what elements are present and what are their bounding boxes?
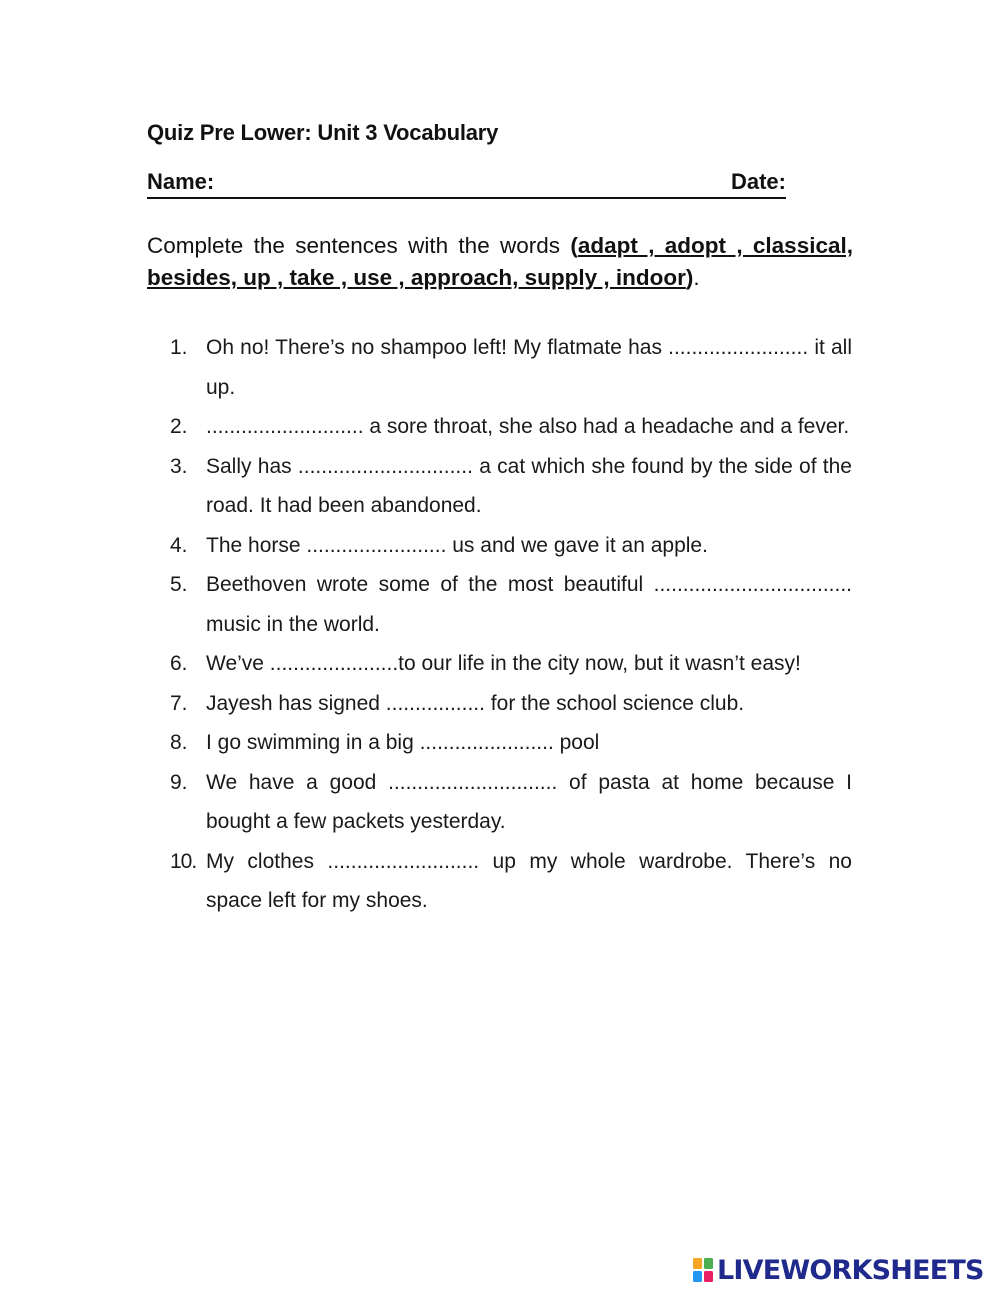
- question-text: ........................... a sore throat, she also had a headache and a fever.: [206, 415, 850, 438]
- question-number: 4.: [170, 533, 188, 557]
- question-number: 3.: [170, 454, 188, 478]
- question-item: [170, 526, 852, 566]
- question-list: [170, 328, 852, 921]
- question-item: [170, 723, 852, 763]
- liveworksheets-logo-text: LIVEWORKSHEETS: [717, 1254, 984, 1286]
- question-item: [170, 842, 852, 921]
- question-number: 1.: [170, 336, 188, 359]
- question-number: 2.: [170, 415, 188, 438]
- question-text: Sally has .............................. a cat which she found by the side of the road. It had been abandoned.: [206, 454, 852, 517]
- question-item: [170, 407, 852, 447]
- question-text: We have a good ............................. of pasta at home because I bought a few packets yesterday.: [206, 770, 852, 833]
- question-item: [170, 644, 852, 684]
- question-number: 5.: [170, 573, 188, 596]
- page-title: Quiz Pre Lower: Unit 3 Vocabulary: [147, 120, 499, 145]
- question-item: [170, 447, 852, 526]
- name-date-line: [147, 169, 786, 199]
- question-text: We’ve ......................to our life in the city now, but it wasn’t easy!: [206, 652, 801, 675]
- question-number: 10.: [170, 849, 197, 873]
- instruction-suffix: .: [693, 265, 700, 290]
- question-text: My clothes .......................... up my whole wardrobe. There’s no space left for my shoes.: [206, 849, 852, 912]
- question-number: 7.: [170, 691, 188, 715]
- question-text: I go swimming in a big ....................... pool: [206, 731, 600, 754]
- question-text: Jayesh has signed ................. for the school science club.: [206, 691, 745, 715]
- word-bank-close: ): [685, 265, 694, 290]
- question-text: The horse ........................ us and we gave it an apple.: [206, 533, 708, 557]
- question-item: [170, 763, 852, 842]
- question-number: 6.: [170, 652, 188, 675]
- question-text: Oh no! There’s no shampoo left! My flatmate has ........................ it all up.: [206, 336, 852, 399]
- word-bank-words: adapt , adopt , classical, besides, up , take , use , approach, supply , indoor: [147, 233, 853, 290]
- instruction-prefix: Complete the sentences with the words: [147, 233, 571, 258]
- name-label: Name:: [147, 169, 215, 194]
- liveworksheets-logo: [692, 1255, 984, 1285]
- instructions: [147, 230, 853, 294]
- question-number: 8.: [170, 731, 188, 754]
- question-text: Beethoven wrote some of the most beautiful .................................. music in the world.: [206, 573, 852, 636]
- question-number: 9.: [170, 770, 188, 794]
- date-label: Date:: [730, 169, 786, 194]
- word-bank-open: (: [570, 233, 578, 258]
- question-item: [170, 565, 852, 644]
- question-item: [170, 328, 852, 407]
- question-item: [170, 684, 852, 724]
- liveworksheets-logo-icon: [692, 1257, 714, 1283]
